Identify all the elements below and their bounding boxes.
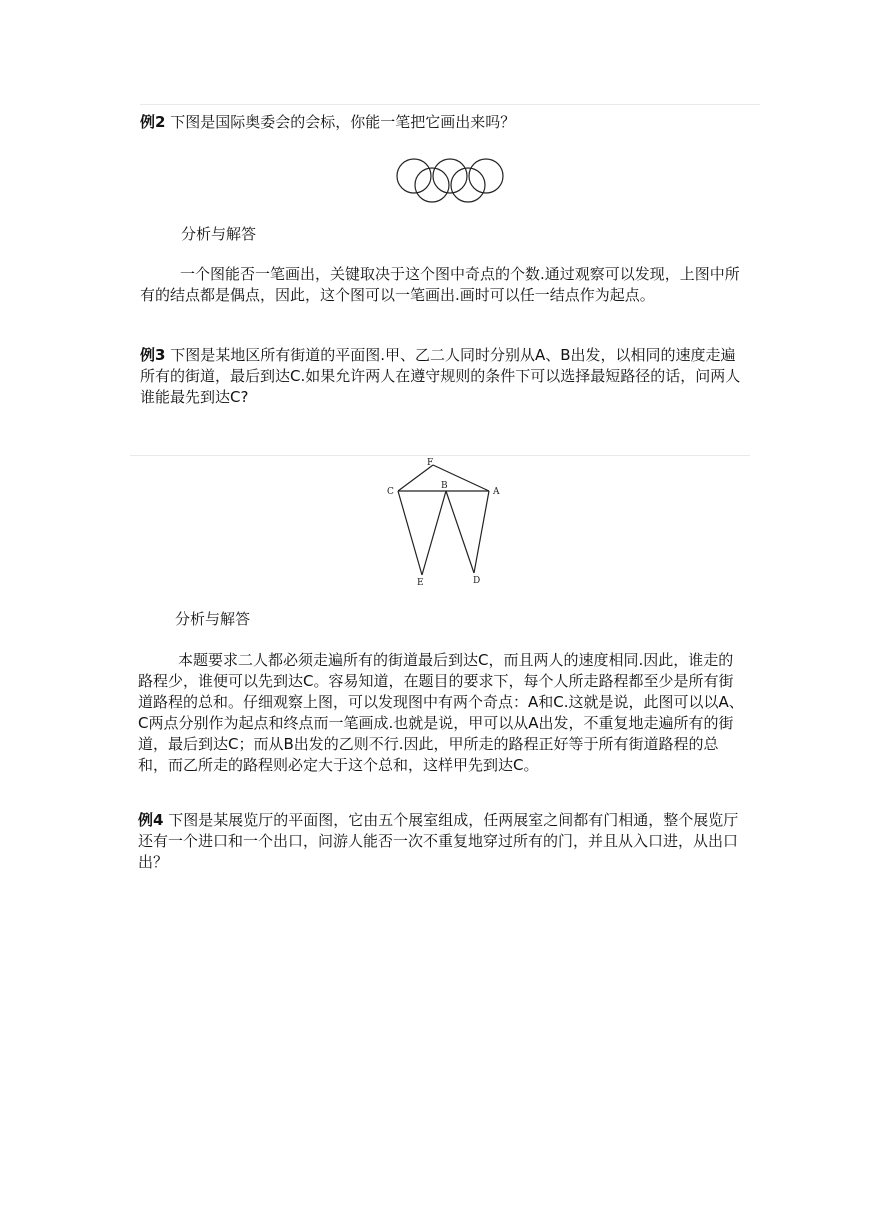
example3-question bbox=[140, 345, 750, 408]
example2-analysis-heading: 分析与解答 bbox=[181, 225, 257, 243]
node-label-E: E bbox=[417, 578, 424, 588]
edge-D-A bbox=[474, 491, 489, 573]
node-label-D: D bbox=[473, 576, 481, 586]
example3-question-text: 下图是某地区所有街道的平面图.甲、乙二人同时分别从A、B出发，以相同的速度走遍所有的街道，最后到达C.如果允许两人在遵守规则的条件下可以选择最短路径的话，问两人谁能最先到达C? bbox=[140, 346, 741, 406]
street-map-diagram bbox=[380, 455, 510, 590]
node-label-C: C bbox=[387, 487, 394, 497]
ring-2 bbox=[433, 159, 467, 193]
ring-5 bbox=[451, 168, 485, 202]
edge-E-B bbox=[422, 491, 446, 575]
olympic-rings-figure bbox=[395, 157, 507, 205]
example2-question bbox=[140, 112, 750, 133]
top-divider bbox=[140, 104, 760, 105]
edge-C-E bbox=[398, 491, 422, 575]
ring-3 bbox=[469, 159, 503, 193]
example3-analysis-heading: 分析与解答 bbox=[175, 610, 251, 628]
ring-1 bbox=[397, 159, 431, 193]
example2-answer: 一个图能否一笔画出，关键取决于这个图中奇点的个数.通过观察可以发现，上图中所有的结点都是偶点，因此，这个图可以一笔画出.画时可以任一结点作为起点。 bbox=[140, 265, 740, 304]
example4-question-text: 下图是某展览厅的平面图，它由五个展室组成，任两展室之间都有门相通，整个展览厅还有一个进口和一个出口，问游人能否一次不重复地穿过所有的门，并且从入口进，从出口出？ bbox=[138, 811, 739, 871]
node-label-B: B bbox=[441, 481, 448, 491]
node-label-F: F bbox=[427, 458, 434, 468]
example2-label: 例2 bbox=[140, 113, 166, 131]
example3-label: 例3 bbox=[140, 346, 166, 364]
example4-question bbox=[138, 810, 748, 873]
node-label-A: A bbox=[493, 487, 500, 497]
edge-C-F bbox=[398, 465, 433, 491]
ring-4 bbox=[415, 168, 449, 202]
example4-label: 例4 bbox=[138, 811, 164, 829]
example2-question-text: 下图是国际奥委会的会标，你能一笔把它画出来吗？ bbox=[170, 113, 516, 131]
example3-answer: 本题要求二人都必须走遍所有的街道最后到达C，而且两人的速度相同.因此，谁走的路程少，谁便可以先到达C。容易知道，在题目的要求下，每个人所走路程都至少是所有街道路程的总和。仔细观察上图，可以发现图中有两个奇点：A和C.这就是说，此图可以以A、C两点分别作为起点和终点而一笔画成.也就是说，甲可以从A出发，不重复地走遍所有的街道，最后到达C；而从B出发的乙则不行.因此，甲所走的路程正好等于所有街道路程的总和，而乙所走的路程则必定大于这个总和，这样甲先到达C。 bbox=[138, 651, 744, 774]
edge-B-D bbox=[446, 491, 474, 573]
